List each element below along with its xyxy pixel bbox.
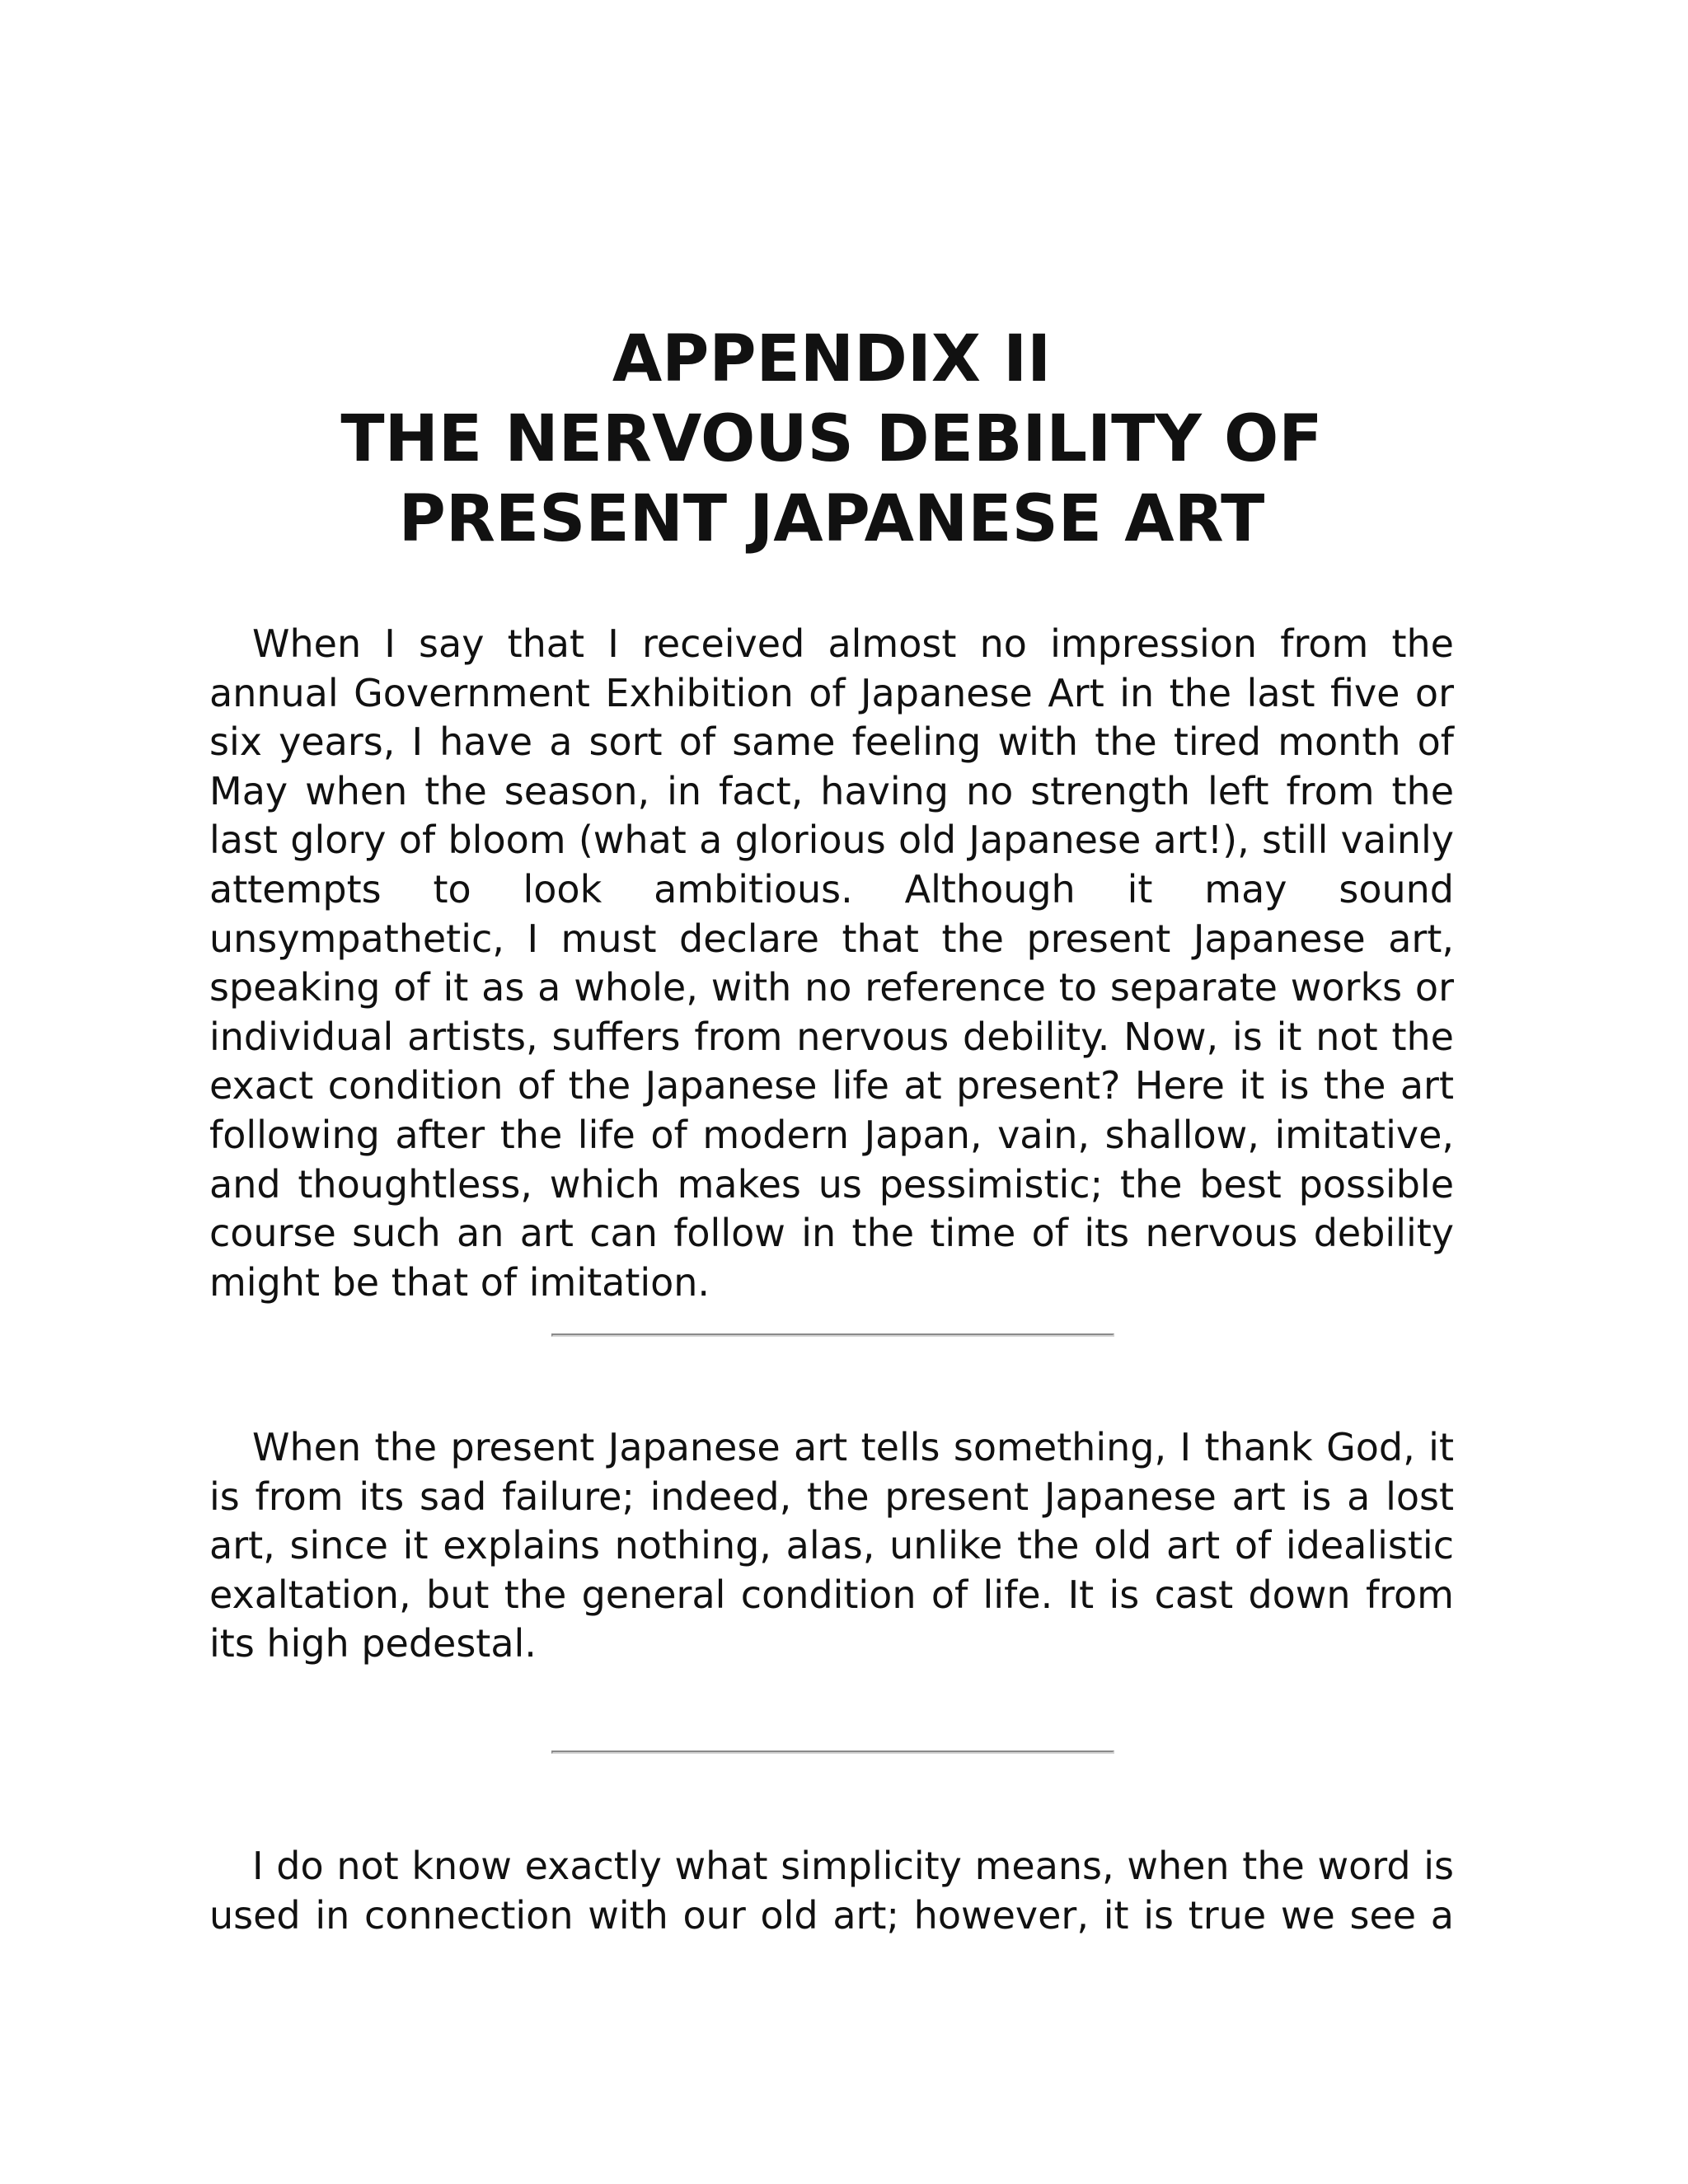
title-line-2: THE NERVOUS DEBILITY OF <box>340 402 1323 476</box>
section-divider-1 <box>551 1333 1114 1337</box>
title-line-3: PRESENT JAPANESE ART <box>398 482 1265 556</box>
section-divider-2 <box>551 1750 1114 1754</box>
body-paragraph-1: When I say that I received almost no impression from the annual Government Exhibition of Japanese Art in the last five or six years, I have a sort of same feeling with the tired month of May when the season, in fact, having no strength left from the last glory of bloom (what a glorious old Japanese art!), still vainly attempts to look ambitious. Although it may sound unsympathetic, I must declare that the present Japanese art, speaking of it as a whole, with no reference to separate works or individual artists, suffers from nervous debility. Now, is it not the exact condition of the Japanese life at present? Here it is the art following after the life of modern Japan, vain, shallow, imitative, and thoughtless, which makes us pessimistic; the best possible course such an art can follow in the time of its nervous debility might be that of imitation. <box>209 621 1454 1305</box>
body-paragraph-3: I do not know exactly what simplicity means, when the word is used in connection with our old art; however, it is true we see a <box>209 1844 1454 1938</box>
body-paragraph-2: When the present Japanese art tells something, I thank God, it is from its sad failure; indeed, the present Japanese art is a lost art, since it explains nothing, alas, unlike the old art of idealistic exaltation, but the general condition of life. It is cast down from its high pedestal. <box>209 1425 1454 1666</box>
chapter-title <box>209 320 1454 560</box>
title-line-appendix: APPENDIX II <box>612 322 1052 396</box>
